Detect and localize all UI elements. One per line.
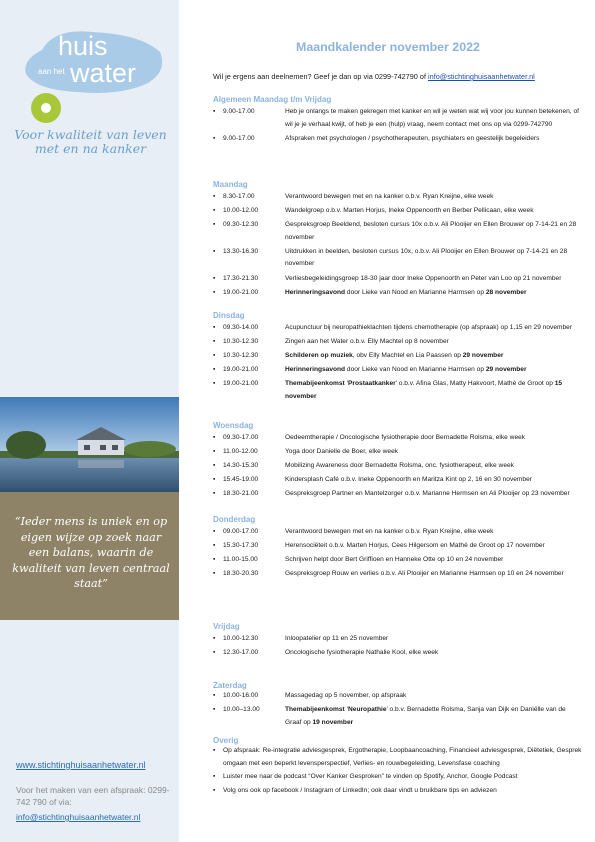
bullet-icon: ▪ <box>213 380 216 388</box>
time-slot: 8.30-17.00 <box>223 193 255 200</box>
activity-text: Verantwoord bewegen met en na kanker o.b.v. Ryan Kreijne, elke week <box>285 528 494 535</box>
bullet-icon: ▪ <box>213 747 216 754</box>
activity-description <box>285 378 583 403</box>
section-heading-maandag: Maandag <box>213 180 248 189</box>
bullet-icon: ▪ <box>213 247 216 255</box>
time-slot: 10.30-12.30 <box>223 352 259 360</box>
activity-description <box>285 690 583 703</box>
schedule-row <box>213 219 583 244</box>
activity-description <box>285 704 583 729</box>
activity-text: Zingen aan het Water o.b.v. Elly Machtel op 8 november <box>285 338 449 346</box>
activity-description <box>285 191 583 204</box>
bullet-icon: ▪ <box>213 528 216 535</box>
bullet-icon: ▪ <box>213 462 216 470</box>
svg-text:water: water <box>70 58 137 88</box>
activity-text: Uitdrukken in beelden, besloten cursus 10x, o.b.v. Ali Plooijer en Ellen Brouwer op 7-14-21 en 28 november <box>285 247 568 268</box>
section-rows-zaterdag <box>213 690 583 731</box>
activity-highlight: 29 november <box>462 352 504 360</box>
activity-description <box>285 554 583 567</box>
time-slot: 18.30-20.30 <box>223 570 259 578</box>
activity-description <box>285 432 583 445</box>
activity-text: Oncologische fysiotherapie Nathalie Kool, elke week <box>285 649 439 657</box>
activity-text: Gespreksgroep Beeldend, besloten cursus 10x o.b.v. Ali Plooijer en Ellen Brouwer op 7-14-21 en 28 november <box>285 221 577 241</box>
section-heading-donderdag: Donderdag <box>213 515 256 524</box>
activity-text: Wandelgroep o.b.v. Marten Horjus, Ineke Oppenoorth en Berber Pellicaan, elke week <box>285 207 534 215</box>
overig-item <box>213 785 583 798</box>
activity-text: ‘ <box>344 706 349 714</box>
time-slot: 10.30-12.30 <box>223 338 259 346</box>
bullet-icon: ▪ <box>213 108 216 115</box>
activity-highlight: Themabijeenkomst <box>285 380 345 388</box>
activity-text: Heb je onlangs te maken gekregen met kanker en wil je weten wat wij voor jou kunnen betekenen, of wil je je verhaal kwijt, of heb je een (hulp) vraag, neem contact met ons op via 0299-742790 <box>285 108 579 128</box>
bullet-icon: ▪ <box>213 207 216 215</box>
activity-description <box>285 322 583 335</box>
schedule-row <box>213 647 583 660</box>
time-slot: 15.45-19.00 <box>223 476 259 484</box>
section-heading-vrijdag: Vrijdag <box>213 622 240 631</box>
schedule-row <box>213 540 583 553</box>
activity-text: Gespreksgroep Partner en Mantelzorger o.b.v. Marianne Hermsen en Ali Plooijer op 23 november <box>285 490 570 498</box>
section-heading-overig: Overig <box>213 736 239 745</box>
schedule-row <box>213 205 583 218</box>
section-heading-zaterdag: Zaterdag <box>213 681 247 690</box>
section-rows-donderdag <box>213 526 583 582</box>
activity-description <box>285 205 583 218</box>
activity-text: door Lieke van Nood en Marianne Harmsen op <box>345 288 486 296</box>
activity-description <box>285 633 583 646</box>
bullet-icon: ▪ <box>213 193 216 200</box>
section-rows-maandag <box>213 191 583 301</box>
schedule-row <box>213 273 583 286</box>
activity-text: ’ o.b.v. Bernadette Rolsma, Sanja van Dijk en Daniëlle van de Graaf op <box>285 706 566 726</box>
time-slot: 15.30-17.30 <box>223 542 259 550</box>
activity-highlight: Schilderen op muziek <box>285 352 353 360</box>
activity-description <box>285 446 583 459</box>
time-slot: 09.30-17.00 <box>223 434 259 441</box>
quote-box <box>0 492 179 620</box>
activity-highlight: 28 november <box>485 288 527 296</box>
schedule-row <box>213 690 583 703</box>
schedule-row <box>213 336 583 349</box>
time-slot: 10.00-16.00 <box>223 692 259 699</box>
schedule-row <box>213 287 583 300</box>
sidebar-website-link[interactable]: www.stichtinghuisaanhetwater.nl <box>16 760 146 770</box>
schedule-row <box>213 191 583 204</box>
schedule-row <box>213 133 583 146</box>
bullet-icon: ▪ <box>213 288 216 296</box>
time-slot: 09.00-17.00 <box>223 528 259 535</box>
bullet-icon: ▪ <box>213 706 216 714</box>
bullet-icon: ▪ <box>213 786 216 794</box>
svg-text:huis: huis <box>58 31 108 61</box>
bullet-icon: ▪ <box>213 338 216 346</box>
time-slot: 19.00-21.00 <box>223 366 259 374</box>
time-slot: 12.30-17.00 <box>223 649 259 657</box>
activity-description <box>285 246 583 271</box>
activity-description <box>285 488 583 501</box>
overig-text: Op afspraak: Re-integratie adviesgesprek, Ergotherapie, Loopbaancoaching, Financieel adviesgesprek, Diëtetiek, Gesprek omgaan met een beperkt levensperspectief, Verlies- en rouwbegeleiding, Levensfase coaching <box>223 747 582 767</box>
time-slot: 19.00-21.00 <box>223 288 259 296</box>
schedule-row <box>213 106 583 131</box>
schedule-row <box>213 460 583 473</box>
activity-highlight: 19 november <box>312 718 354 726</box>
bullet-icon: ▪ <box>213 324 216 331</box>
activity-text: , obv Elly Machtel en Lia Paassen op <box>352 352 463 360</box>
time-slot: 19.00-21.00 <box>223 380 259 388</box>
bullet-icon: ▪ <box>213 692 216 699</box>
activity-text: Massagedag op 5 november, op afspraak <box>285 692 407 699</box>
time-slot: 13.30-16.30 <box>223 247 259 255</box>
activity-highlight: Herinneringsavond <box>285 366 346 374</box>
activity-highlight: 15 november <box>285 380 563 400</box>
section-heading-algemeen: Algemeen Maandag t/m Vrijdag <box>213 95 332 104</box>
bullet-icon: ▪ <box>213 476 216 484</box>
time-slot: 09.30-12.30 <box>223 221 259 229</box>
activity-description <box>285 219 583 244</box>
activity-description <box>285 364 583 377</box>
tagline: Voor kwaliteit van leven met en na kanker <box>14 127 167 156</box>
schedule-row <box>213 364 583 377</box>
overig-item <box>213 771 583 784</box>
schedule-row <box>213 488 583 501</box>
schedule-row <box>213 474 583 487</box>
schedule-row <box>213 378 583 403</box>
activity-highlight: Herinneringsavond <box>285 288 346 296</box>
time-slot: 14.30-15.30 <box>223 462 259 470</box>
bullet-icon: ▪ <box>213 570 216 578</box>
activity-description <box>285 350 583 363</box>
bullet-icon: ▪ <box>213 366 216 374</box>
schedule-row <box>213 322 583 335</box>
intro-email-link[interactable]: info@stichtinghuisaanhetwater.nl <box>428 72 535 81</box>
schedule-row <box>213 704 583 729</box>
activity-highlight: Themabijeenkomst <box>285 706 345 714</box>
bullet-icon: ▪ <box>213 134 216 142</box>
activity-text: door Lieke van Nood en Marianne Harmsen op <box>345 366 486 374</box>
bullet-icon: ▪ <box>213 542 216 550</box>
schedule-row <box>213 432 583 445</box>
activity-text: ’ o.b.v. Afina Glas, Matty Hakvoort, Mathé de Groot op <box>395 380 555 388</box>
section-rows-vrijdag <box>213 633 583 661</box>
bullet-icon: ▪ <box>213 490 216 498</box>
activity-text: Gespreksgroep Rouw en verlies o.b.v. Ali Plooijer en Marianne Harmsen op 10 en 24 november <box>285 570 564 578</box>
time-slot: 09.30-14.00 <box>223 324 259 331</box>
sidebar-contact-text: Voor het maken van een afspraak: 0299-742 790 of via: <box>16 785 170 807</box>
bullet-icon: ▪ <box>213 773 216 781</box>
activity-highlight: Neuropathie <box>348 706 387 714</box>
activity-description <box>285 273 583 286</box>
time-slot: 17.30-21.30 <box>223 274 259 282</box>
schedule-row <box>213 633 583 646</box>
time-slot: 10.00-12.30 <box>223 635 259 642</box>
svg-text:aan het: aan het <box>38 67 65 76</box>
bullet-icon: ▪ <box>213 448 216 456</box>
activity-description <box>285 133 583 146</box>
activity-description <box>285 568 583 581</box>
sidebar-email-link[interactable]: info@stichtinghuisaanhetwater.nl <box>16 812 141 822</box>
activity-description <box>285 336 583 349</box>
schedule-row <box>213 350 583 363</box>
activity-description <box>285 540 583 553</box>
time-slot: 18.30-21.00 <box>223 490 259 498</box>
time-slot: 10.00–13.00 <box>223 706 260 714</box>
time-slot: 9.00-17.00 <box>223 134 255 142</box>
house-on-water-photo <box>0 397 179 492</box>
bullet-icon: ▪ <box>213 221 216 229</box>
overig-text: Volg ons ook op facebook / Instagram of LinkedIn; ook daar vindt u bruikbare tips en adviezen <box>223 786 497 794</box>
bullet-icon: ▪ <box>213 434 216 441</box>
bullet-icon: ▪ <box>213 635 216 642</box>
section-heading-woensdag: Woensdag <box>213 421 254 430</box>
activity-text: ‘ <box>344 380 349 388</box>
bullet-icon: ▪ <box>213 274 216 282</box>
section-rows-algemeen <box>213 106 583 147</box>
activity-text: Afspraken met psychologen / psychotherapeuten, psychiaters en geestelijk begeleiders <box>285 134 540 142</box>
activity-text: Verantwoord bewegen met en na kanker o.b.v. Ryan Kreijne, elke week <box>285 193 494 200</box>
activity-text: Acupunctuur bij neuropathieklachten tijdens chemotherapie (op afspraak) op 1,15 en 29 november <box>285 324 573 331</box>
quote-text: “Ieder mens is uniek en op eigen wijze op zoek naar een balans, waarin de kwaliteit van leven centraal staat” <box>12 515 170 590</box>
section-rows-woensdag <box>213 432 583 502</box>
intro-text: Wil je ergens aan deelnemen? Geef je dan op via 0299-742790 of <box>213 72 429 81</box>
page-title: Maandkalender november 2022 <box>296 40 480 54</box>
bullet-icon: ▪ <box>213 649 216 657</box>
bullet-icon: ▪ <box>213 556 216 564</box>
activity-description <box>285 287 583 300</box>
activity-description <box>285 474 583 487</box>
activity-text: Yoga door Danielle de Boer, elke week <box>285 448 399 456</box>
overig-text: Luister mee naar de podcast “Over Kanker Gesproken” te vinden op Spotify, Anchor, Google Podcast <box>223 773 518 781</box>
activity-text: Oedeemtherapie / Oncologische fysiotherapie door Bernadette Rolsma, elke week <box>285 434 526 441</box>
activity-text: Verliesbegeleidingsgroep 18-30 jaar door Ineke Oppenoorth en Peter van Loo op 21 november <box>285 274 562 282</box>
overig-item <box>213 745 583 770</box>
activity-highlight: Prostaatkanker <box>348 380 396 388</box>
schedule-row <box>213 246 583 271</box>
activity-text: Schrijven helpt door Bert Griffioen en Hanneke Otte op 10 en 24 november <box>285 556 504 564</box>
huis-aan-het-water-logo <box>14 22 164 130</box>
time-slot: 11.00-12.00 <box>223 448 258 456</box>
section-heading-dinsdag: Dinsdag <box>213 311 245 320</box>
activity-text: Inloopatelier op 11 en 25 november <box>285 635 389 642</box>
activity-description <box>285 526 583 539</box>
activity-text: Kindersplash Café o.b.v. Ineke Oppenoorth en Maritza Kint op 2, 16 en 30 november <box>285 476 532 484</box>
activity-text: Herensociëteit o.b.v. Marten Horjus, Cees Hilgersom en Mathé de Groot op 17 november <box>285 542 545 550</box>
time-slot: 9.00-17.00 <box>223 108 255 115</box>
schedule-row <box>213 568 583 581</box>
activity-description <box>285 106 583 131</box>
schedule-row <box>213 554 583 567</box>
activity-description <box>285 647 583 660</box>
schedule-row <box>213 526 583 539</box>
time-slot: 11.00-15.00 <box>223 556 258 564</box>
intro-line <box>213 72 535 81</box>
bullet-icon: ▪ <box>213 352 216 360</box>
activity-description <box>285 460 583 473</box>
schedule-row <box>213 446 583 459</box>
activity-highlight: 29 november <box>485 366 527 374</box>
time-slot: 10.00-12.00 <box>223 207 259 215</box>
sidebar <box>0 0 179 842</box>
section-rows-overig <box>213 745 583 798</box>
section-rows-dinsdag <box>213 322 583 405</box>
activity-text: Mobilizing Awareness door Bernadette Rolsma, onc. fysiotherapeut, elke week <box>285 462 514 470</box>
